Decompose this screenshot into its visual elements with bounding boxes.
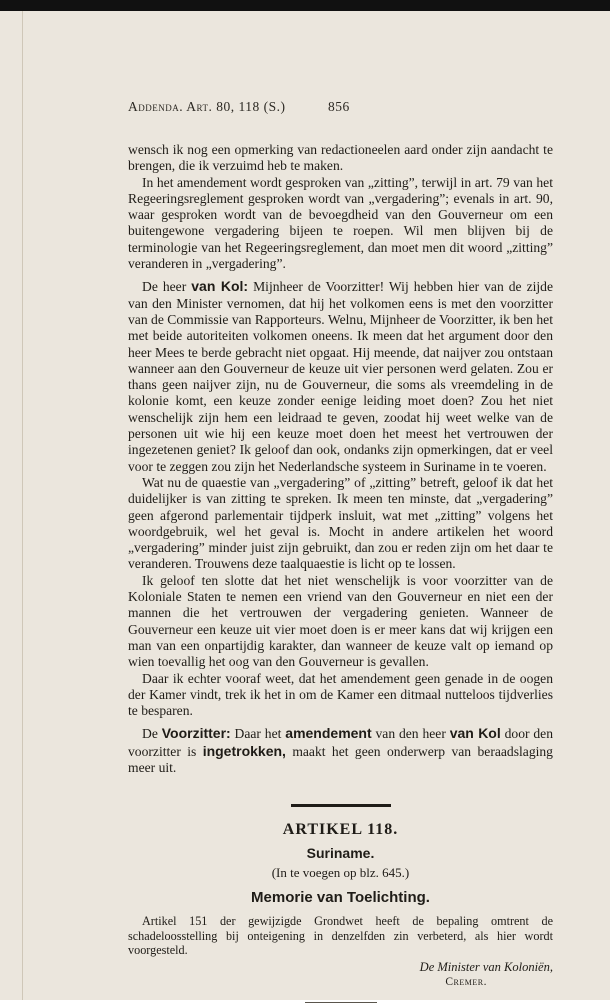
- page-content: [128, 99, 553, 1003]
- page-number: 856: [328, 99, 350, 114]
- article-subtitle: Suriname.: [306, 845, 375, 862]
- page: [0, 11, 610, 1000]
- emphasis-van-kol: van Kol: [449, 725, 501, 742]
- binding-gutter-line: [22, 11, 23, 1000]
- emphasis-amendement: amendement: [285, 725, 372, 742]
- paragraph-6: Daar ik echter vooraf weet, dat het amendement geen genade in de oogen der Kamer vindt, trek ik het in om de Kamer een ditmaal nutteloos tijdverlies te besparen.: [128, 670, 553, 719]
- paragraph-5: Ik geloof ten slotte dat het niet wenschelijk is voor voorzitter van de Koloniale Staten te nemen een vriend van den Gouverneur en niet een der mannen die het vertrouwen der vergadering genieten. Wanneer de Gouverneur een keuze uit vier moet doen is er meer kans dat wij krijgen een man van een onpartijdig karakter, dan wanneer de keuze valt op iemand op wien toevallig het oog van den Gouverneur is gevallen.: [128, 572, 553, 670]
- running-header: [128, 99, 553, 121]
- speaker-voorzitter: Voorzitter:: [161, 725, 231, 742]
- paragraph-van-kol: [128, 278, 553, 475]
- speech-intro: De heer: [142, 279, 192, 295]
- header-title: Addenda. Art. 80, 118 (S.): [128, 99, 286, 114]
- article-title: ARTIKEL 118.: [282, 821, 399, 839]
- speech-text: Mijnheer de Voorzitter! Wij hebben hier van de zijde van den Minister vernomen, dat hij het volkomen eens is met den voorzitter van de Commissie van Rapporteurs. Welnu, Mijnheer de Voorzitter, ik ben het met beide autoriteiten volkomen oneens. Ik meen dat het argument door den heer Mees te berde gebracht niet opgaat. Hij meende, dat naijver zou ontstaan wanneer aan den Gouverneur de keuze uit vier personen werd gelaten. Zou er thans geen naijver zijn, nu de Gouverneur, die soms als vreemdeling in de kolonie komt, een keuze zonder eenige leiding moet doen? Zou het niet wenschelijk zijn hem een leidraad te geven, zoodat hij weet welke van de personen uit wie hij een keuze moet doen het meest het vertrouwen der ingezetenen geniet? Ik geloof dan ook, ondanks zijn opmerkingen, dat er veel voor te zeggen zou zijn het Nederlandsche systeem in Suriname in te voeren.: [128, 279, 553, 474]
- paragraph-voorzitter: [128, 725, 553, 776]
- paragraph-2: In het amendement wordt gesproken van „zitting”, terwijl in art. 79 van het Regeeringsreglement gesproken wordt van „vergadering”; evenals in art. 90, waar gesproken wordt van de bevoegdheid van den Gouverneur om een buitengewone vergadering bijeen te roepen. Wil men blijven bij de terminologie van het Regeeringsreglement, dan moet men dit woord „zitting” veranderen in „vergadering”.: [128, 174, 553, 272]
- paragraph-4: Wat nu de quaestie van „vergadering” of „zitting” betreft, geloof ik dat het duidelijker is van zitting te spreken. Ik meen ten minste, dat „vergadering” geen afgerond parlementair tijdperk insluit, wat met „zitting” volgens het woordgebruik, wel het geval is. Mocht in andere artikelen het woord „vergadering” minder juist zijn gebruikt, dan zou er reden zijn om het daar te veranderen. Trouwens deze taalquaestie is licht op te lossen.: [128, 474, 553, 572]
- scan-top-border: [0, 0, 610, 11]
- section-divider: [291, 804, 391, 807]
- text-run: De: [142, 726, 162, 742]
- signature-title: De Minister van Koloniën,: [419, 960, 553, 975]
- paragraph-1: wensch ik nog een opmerking van redactioneelen aard onder zijn aandacht te brengen, die ik verzuimd heb te maken.: [128, 142, 553, 174]
- article-note: (In te voegen op blz. 645.): [271, 865, 410, 881]
- text-run: maakt het geen onderwerp van beraadslaging meer uit.: [128, 743, 553, 775]
- memo-title: Memorie van Toelichting.: [251, 889, 430, 907]
- text-run: van den heer: [371, 726, 450, 742]
- emphasis-ingetrokken: ingetrokken,: [202, 742, 286, 759]
- text-run: door den voorzitter is: [128, 726, 554, 759]
- signature-name: Cremer.: [445, 976, 487, 989]
- memo-text: Artikel 151 der gewijzigde Grondwet heeft de bepaling omtrent de schadeloosstelling bij onteigening in denzelfden zin verbeterd, als hier wordt voorgesteld.: [128, 914, 553, 958]
- text-run: Daar het: [230, 726, 286, 742]
- speaker-van-kol: van Kol:: [191, 278, 249, 295]
